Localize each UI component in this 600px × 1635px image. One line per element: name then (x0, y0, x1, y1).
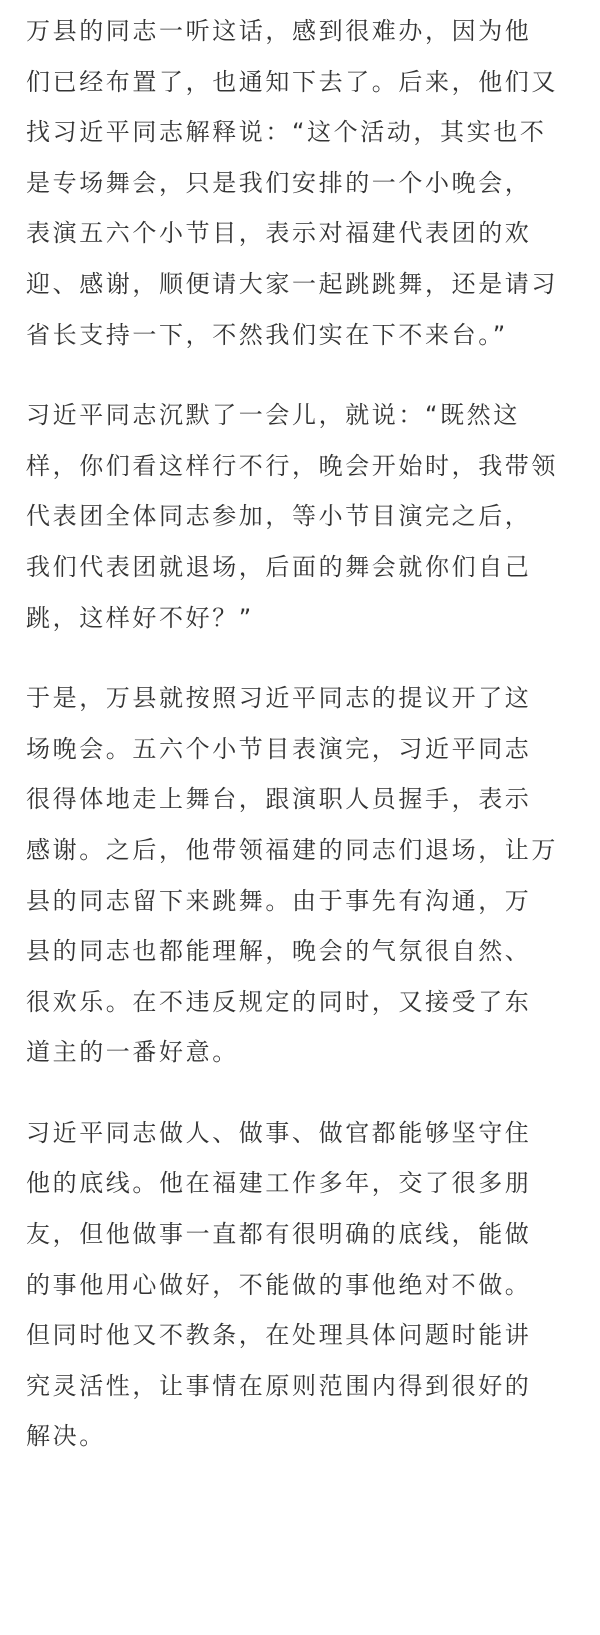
text-line: 究灵活性，让事情在原则范围内得到很好的 (26, 1371, 532, 1400)
text-line: 他的底线。他在福建工作多年，交了很多朋 (26, 1169, 532, 1198)
text-line: 我们代表团就退场，后面的舞会就你们自己 (26, 552, 532, 581)
text-line: 感谢。之后，他带领福建的同志们退场，让万 (26, 835, 558, 864)
text-line: 解决。 (26, 1422, 106, 1451)
paragraph-1 (26, 6, 574, 360)
paragraph-4 (26, 1108, 574, 1462)
text-line: 样，你们看这样行不行，晚会开始时，我带领 (26, 451, 558, 480)
text-line: 很欢乐。在不违反规定的同时，又接受了东 (26, 987, 532, 1016)
text-line: 于是，万县就按照习近平同志的提议开了这 (26, 684, 532, 713)
text-line: 表演五六个小节目，表示对福建代表团的欢 (26, 219, 532, 248)
paragraph-3 (26, 673, 574, 1078)
text-line: 们已经布置了，也通知下去了。后来，他们又 (26, 67, 558, 96)
text-line: 友，但他做事一直都有很明确的底线，能做 (26, 1220, 532, 1249)
text-line: 道主的一番好意。 (26, 1038, 239, 1067)
text-line: 很得体地走上舞台，跟演职人员握手，表示 (26, 785, 532, 814)
text-line: 代表团全体同志参加，等小节目演完之后， (26, 502, 532, 531)
text-line: 习近平同志沉默了一会儿，就说：“既然这 (26, 401, 520, 430)
text-line: 的事他用心做好，不能做的事他绝对不做。 (26, 1270, 532, 1299)
text-line: 万县的同志一听这话，感到很难办，因为他 (26, 17, 532, 45)
text-line: 找习近平同志解释说：“这个活动，其实也不 (26, 118, 547, 147)
text-line: 是专场舞会，只是我们安排的一个小晚会， (26, 168, 532, 197)
text-line: 跳，这样好不好？” (26, 603, 254, 632)
text-line: 但同时他又不教条，在处理具体问题时能讲 (26, 1321, 532, 1350)
text-line: 迎、感谢，顺便请大家一起跳跳舞，还是请习 (26, 269, 558, 298)
paragraph-2 (26, 390, 574, 643)
text-line: 县的同志留下来跳舞。由于事先有沟通，万 (26, 886, 532, 915)
text-line: 场晚会。五六个小节目表演完，习近平同志 (26, 734, 532, 763)
text-line: 县的同志也都能理解，晚会的气氛很自然、 (26, 937, 532, 966)
text-line: 习近平同志做人、做事、做官都能够坚守住 (26, 1118, 532, 1147)
text-line: 省长支持一下，不然我们实在下不来台。” (26, 320, 508, 349)
